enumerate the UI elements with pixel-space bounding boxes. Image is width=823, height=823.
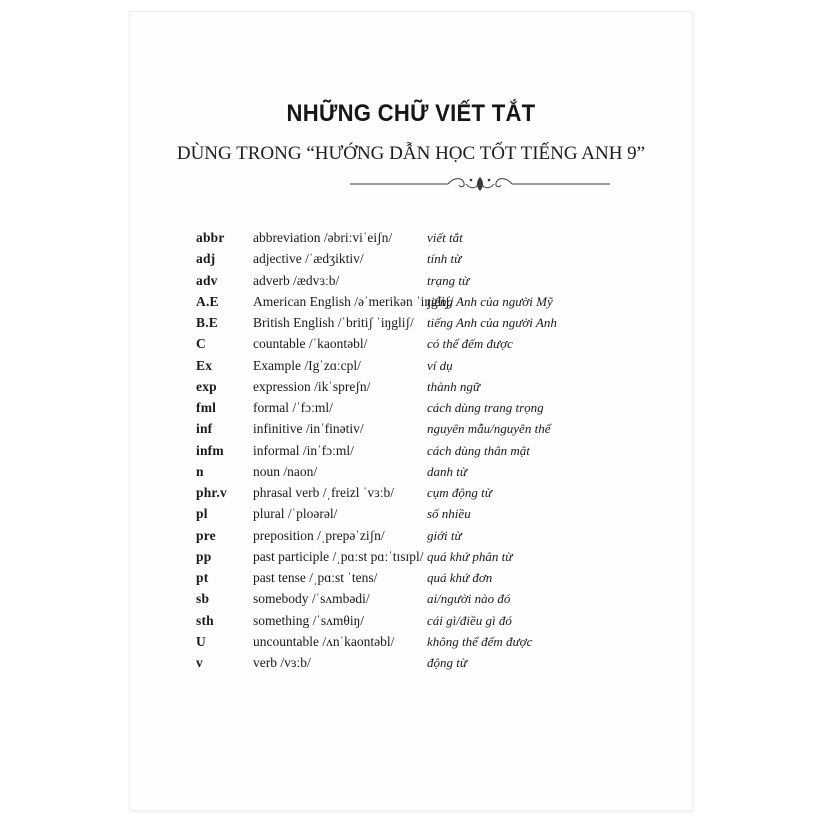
abbreviation-term: pl [196,506,208,522]
abbreviation-full-form: formal /ˈfɔːml/ [253,400,333,415]
abbreviation-row [196,485,656,506]
abbreviation-row [196,634,656,655]
abbreviation-term: pt [196,570,209,585]
abbreviation-full-form: noun /naon/ [253,463,318,479]
abbreviation-meaning: quá khứ đơn [427,570,493,585]
abbreviation-meaning: nguyên mẫu/nguyên thể [427,421,551,437]
abbreviation-full-form: countable /ˈkaontəbl/ [253,336,368,352]
abbreviation-term: fml [196,400,217,415]
abbreviation-full-form: adverb /ædvɜːb/ [253,272,340,288]
abbreviation-meaning: tiếng Anh của người Mỹ [427,293,553,309]
abbreviation-row [196,506,656,527]
abbreviation-meaning: có thể đếm được [427,336,513,352]
abbreviation-row [196,358,656,379]
abbreviation-meaning: tính từ [427,251,462,267]
abbreviation-meaning: viết tắt [427,230,463,245]
abbreviation-full-form: somebody /ˈsʌmbədi/ [253,591,370,607]
abbreviation-row [196,443,656,464]
abbreviation-row [196,570,656,591]
abbreviation-term: sth [196,612,214,628]
abbreviation-full-form: past participle /ˌpɑːst pɑːˈtɪsɪpl/ [253,548,424,564]
abbreviation-term: adv [196,272,218,288]
abbreviation-row [196,528,656,549]
abbreviation-term: abbr [196,230,225,245]
abbreviation-row [196,294,656,315]
abbreviation-term: infm [196,442,224,458]
abbreviation-full-form: Example /Igˈzɑːcpl/ [253,357,361,373]
abbreviation-meaning: tiếng Anh của người Anh [427,315,557,330]
page-subtitle: DÙNG TRONG “HƯỚNG DẪN HỌC TỐT TIẾNG ANH 9” [176,143,646,164]
abbreviation-row [196,421,656,442]
abbreviation-term: sb [196,591,210,607]
abbreviation-term: phr.v [196,485,227,500]
abbreviation-row [196,315,656,336]
abbreviation-term: n [196,463,204,479]
abbreviation-full-form: phrasal verb /ˌfreizl ˈvɜːb/ [253,485,394,500]
abbreviation-term: inf [196,421,213,437]
abbreviation-meaning: cái gì/điều gì đó [427,612,512,628]
abbreviation-row [196,400,656,421]
abbreviation-meaning: ai/người nào đó [427,591,511,607]
page-title: NHỮNG CHỮ VIẾT TẮT [286,100,536,127]
abbreviation-full-form: informal /inˈfɔːml/ [253,442,354,458]
abbreviation-row [196,379,656,400]
abbreviation-term: U [196,633,206,649]
abbreviation-row [196,613,656,634]
abbreviation-meaning: số nhiều [427,506,471,522]
abbreviation-row [196,251,656,272]
abbreviation-full-form: preposition /ˌprepəˈziʃn/ [253,527,385,543]
abbreviation-term: exp [196,378,217,394]
abbreviation-term: C [196,336,206,352]
abbreviation-term: A.E [196,293,219,309]
abbreviation-row [196,549,656,570]
abbreviation-row [196,230,656,251]
abbreviation-row [196,273,656,294]
document-page [130,12,692,810]
abbreviation-full-form: adjective /ˈædʒiktiv/ [253,251,364,267]
abbreviation-meaning: ví dụ [427,357,453,373]
abbreviation-term: pre [196,527,216,543]
abbreviation-full-form: American English /əˈmerikən ˈiŋgliʃ/ [253,293,454,309]
abbreviation-row [196,464,656,485]
abbreviation-meaning: cụm động từ [427,485,492,500]
abbreviation-term: v [196,655,203,670]
abbreviation-full-form: past tense /ˌpɑːst ˈtens/ [253,570,378,585]
abbreviation-list [196,230,656,676]
abbreviation-row [196,591,656,612]
abbreviation-term: pp [196,548,212,564]
abbreviation-row [196,655,656,676]
abbreviation-meaning: không thể đếm được [427,633,533,649]
abbreviation-meaning: cách dùng thân mật [427,442,530,458]
abbreviation-meaning: cách dùng trang trọng [427,400,544,415]
abbreviation-full-form: plural /ˈploərəl/ [253,506,338,522]
abbreviation-full-form: uncountable /ʌnˈkaontəbl/ [253,633,395,649]
abbreviation-term: Ex [196,357,213,373]
abbreviation-full-form: infinitive /inˈfinətiv/ [253,421,364,437]
abbreviation-meaning: trạng từ [427,272,470,288]
abbreviation-meaning: quá khứ phân từ [427,548,513,564]
abbreviation-meaning: thành ngữ [427,378,480,394]
decorative-divider-icon [350,175,610,193]
abbreviation-full-form: abbreviation /əbriːviˈeiʃn/ [253,230,393,245]
abbreviation-meaning: giới từ [427,527,462,543]
abbreviation-full-form: British English /ˈbritiʃ ˈiŋgliʃ/ [253,315,414,330]
abbreviation-meaning: động từ [427,655,467,670]
abbreviation-full-form: something /ˈsʌmθiŋ/ [253,612,365,628]
abbreviation-meaning: danh từ [427,463,467,479]
abbreviation-row [196,336,656,357]
abbreviation-full-form: expression /ikˈspreʃn/ [253,378,371,394]
abbreviation-full-form: verb /vɜːb/ [253,655,311,670]
abbreviation-term: B.E [196,315,218,330]
abbreviation-term: adj [196,251,216,267]
